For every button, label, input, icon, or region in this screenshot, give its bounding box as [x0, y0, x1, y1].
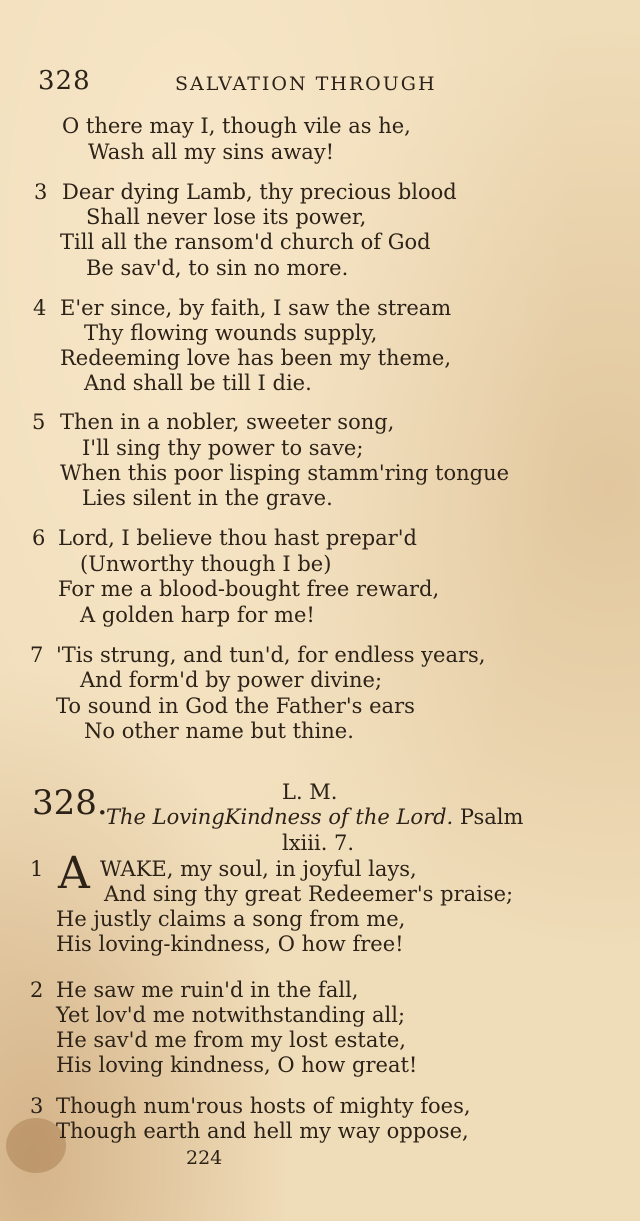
verse-line: For me a blood-bought free reward,	[58, 577, 440, 601]
verse-line: He sav'd me from my lost estate,	[56, 1028, 406, 1052]
verse-line: Till all the ransom'd church of God	[60, 230, 431, 254]
stanza-number: 6	[32, 526, 46, 550]
hymn-subtitle	[106, 805, 523, 829]
verse-line: I'll sing thy power to save;	[82, 436, 364, 460]
verse-line: Lord, I believe thou hast prepar'd	[58, 526, 417, 550]
verse-line: His loving-kindness, O how free!	[56, 932, 404, 956]
verse-line: And form'd by power divine;	[80, 668, 383, 692]
verse-line: Be sav'd, to sin no more.	[86, 256, 349, 280]
verse-line: And shall be till I die.	[84, 371, 312, 395]
stanza-number: 1	[30, 857, 44, 881]
stanza-number: 3	[30, 1094, 44, 1118]
signature-number: 224	[186, 1147, 223, 1169]
running-title: SALVATION THROUGH	[175, 73, 437, 95]
verse-line: 'Tis strung, and tun'd, for endless years,	[56, 643, 486, 667]
verse-line: Shall never lose its power,	[86, 205, 367, 229]
stanza-number: 3	[34, 180, 48, 204]
verse-line: He justly claims a song from me,	[56, 907, 406, 931]
drop-cap: A	[58, 848, 90, 899]
hymn-subtitle-ref-cont: lxiii. 7.	[282, 831, 355, 855]
verse-line: WAKE, my soul, in joyful lays,	[100, 857, 417, 881]
hymn-subtitle-ref: Psalm	[459, 805, 524, 829]
verse-line: Wash all my sins away!	[88, 140, 335, 164]
verse-line: A golden harp for me!	[80, 603, 315, 627]
verse-line: Thy flowing wounds supply,	[84, 321, 378, 345]
verse-line: (Unworthy though I be)	[80, 552, 332, 576]
verse-line: Lies silent in the grave.	[82, 486, 333, 510]
verse-line: He saw me ruin'd in the fall,	[56, 978, 359, 1002]
stanza-number: 2	[30, 978, 44, 1002]
verse-line: No other name but thine.	[84, 719, 354, 743]
stanza-number: 4	[33, 296, 47, 320]
verse-line: Dear dying Lamb, thy precious blood	[62, 180, 457, 204]
verse-line: Though num'rous hosts of mighty foes,	[56, 1094, 471, 1118]
verse-line: O there may I, though vile as he,	[62, 114, 411, 138]
verse-line: To sound in God the Father's ears	[56, 694, 415, 718]
page-number: 328	[38, 66, 91, 96]
stanza-number: 5	[32, 410, 46, 434]
verse-line: Redeeming love has been my theme,	[60, 346, 451, 370]
verse-line: E'er since, by faith, I saw the stream	[60, 296, 452, 320]
verse-line: Then in a nobler, sweeter song,	[60, 410, 395, 434]
verse-line: Yet lov'd me notwithstanding all;	[56, 1003, 406, 1027]
verse-line: And sing thy great Redeemer's praise;	[104, 882, 514, 906]
hymn-number: 328.	[32, 783, 108, 823]
verse-line: His loving kindness, O how great!	[56, 1053, 418, 1077]
verse-line: Though earth and hell my way oppose,	[56, 1119, 469, 1143]
hymn-meter: L. M.	[282, 780, 338, 804]
stanza-number: 7	[30, 643, 44, 667]
hymn-subtitle-italic: The LovingKindness of the Lord.	[106, 805, 454, 829]
verse-line: When this poor lisping stamm'ring tongue	[60, 461, 510, 485]
